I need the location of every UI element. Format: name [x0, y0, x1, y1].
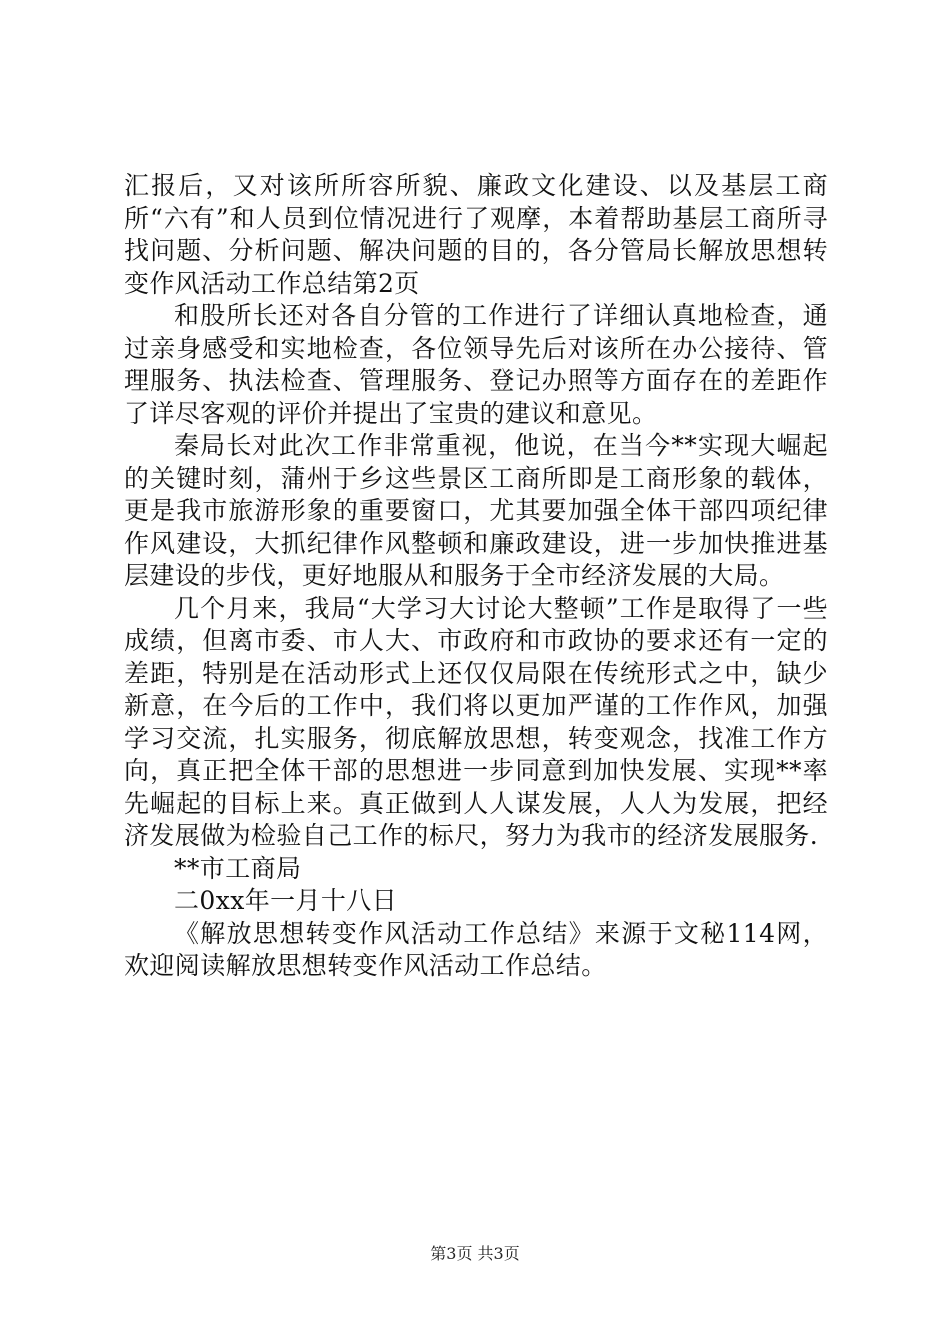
signature-date: 二0xx年一月十八日	[174, 886, 398, 915]
paragraph-inspection: 和股所长还对各自分管的工作进行了详细认真地检查，通过亲身感受和实地检查，各位领导先后对该所在办公接待、管理服务、执法检查、管理服务、登记办照等方面存在的差距作了详尽客观的评价并提出了宝贵的建议和意见。	[124, 301, 828, 428]
paragraph-director-remarks: 秦局长对此次工作非常重视，他说，在当今**实现大崛起的关键时刻，蒲州于乡这些景区工商所即是工商形象的载体，更是我市旅游形象的重要窗口，尤其要加强全体干部四项纪律作风建设，大抓纪律作风整顿和廉政建设，进一步加快推进基层建设的步伐，更好地服从和服务于全市经济发展的大局。	[124, 431, 828, 590]
paragraph-summary: 几个月来，我局“大学习大讨论大整顿”工作是取得了一些成绩，但离市委、市人大、市政府和市政协的要求还有一定的差距，特别是在活动形式上还仅仅局限在传统形式之中，缺少新意，在今后的工作中，我们将以更加严谨的工作作风，加强学习交流，扎实服务，彻底解放思想，转变观念，找准工作方向，真正把全体干部的思想进一步同意到加快发展、实现**率先崛起的目标上来。真正做到人人谋发展，人人为发展，把经济发展做为检验自己工作的标尺，努力为我市的经济发展服务.	[124, 593, 828, 850]
paragraph-source-note: 《解放思想转变作风活动工作总结》来源于文秘114网，欢迎阅读解放思想转变作风活动工作总结。	[124, 918, 828, 980]
page-number-footer: 第3页 共3页	[430, 1244, 520, 1263]
signature-organization: **市工商局	[174, 853, 302, 883]
paragraph-continuation: 汇报后，又对该所所容所貌、廉政文化建设、以及基层工商所“六有”和人员到位情况进行了观摩，本着帮助基层工商所寻找问题、分析问题、解决问题的目的，各分管局长解放思想转变作风活动工作总结第2页	[124, 171, 828, 298]
document-body	[124, 170, 828, 983]
